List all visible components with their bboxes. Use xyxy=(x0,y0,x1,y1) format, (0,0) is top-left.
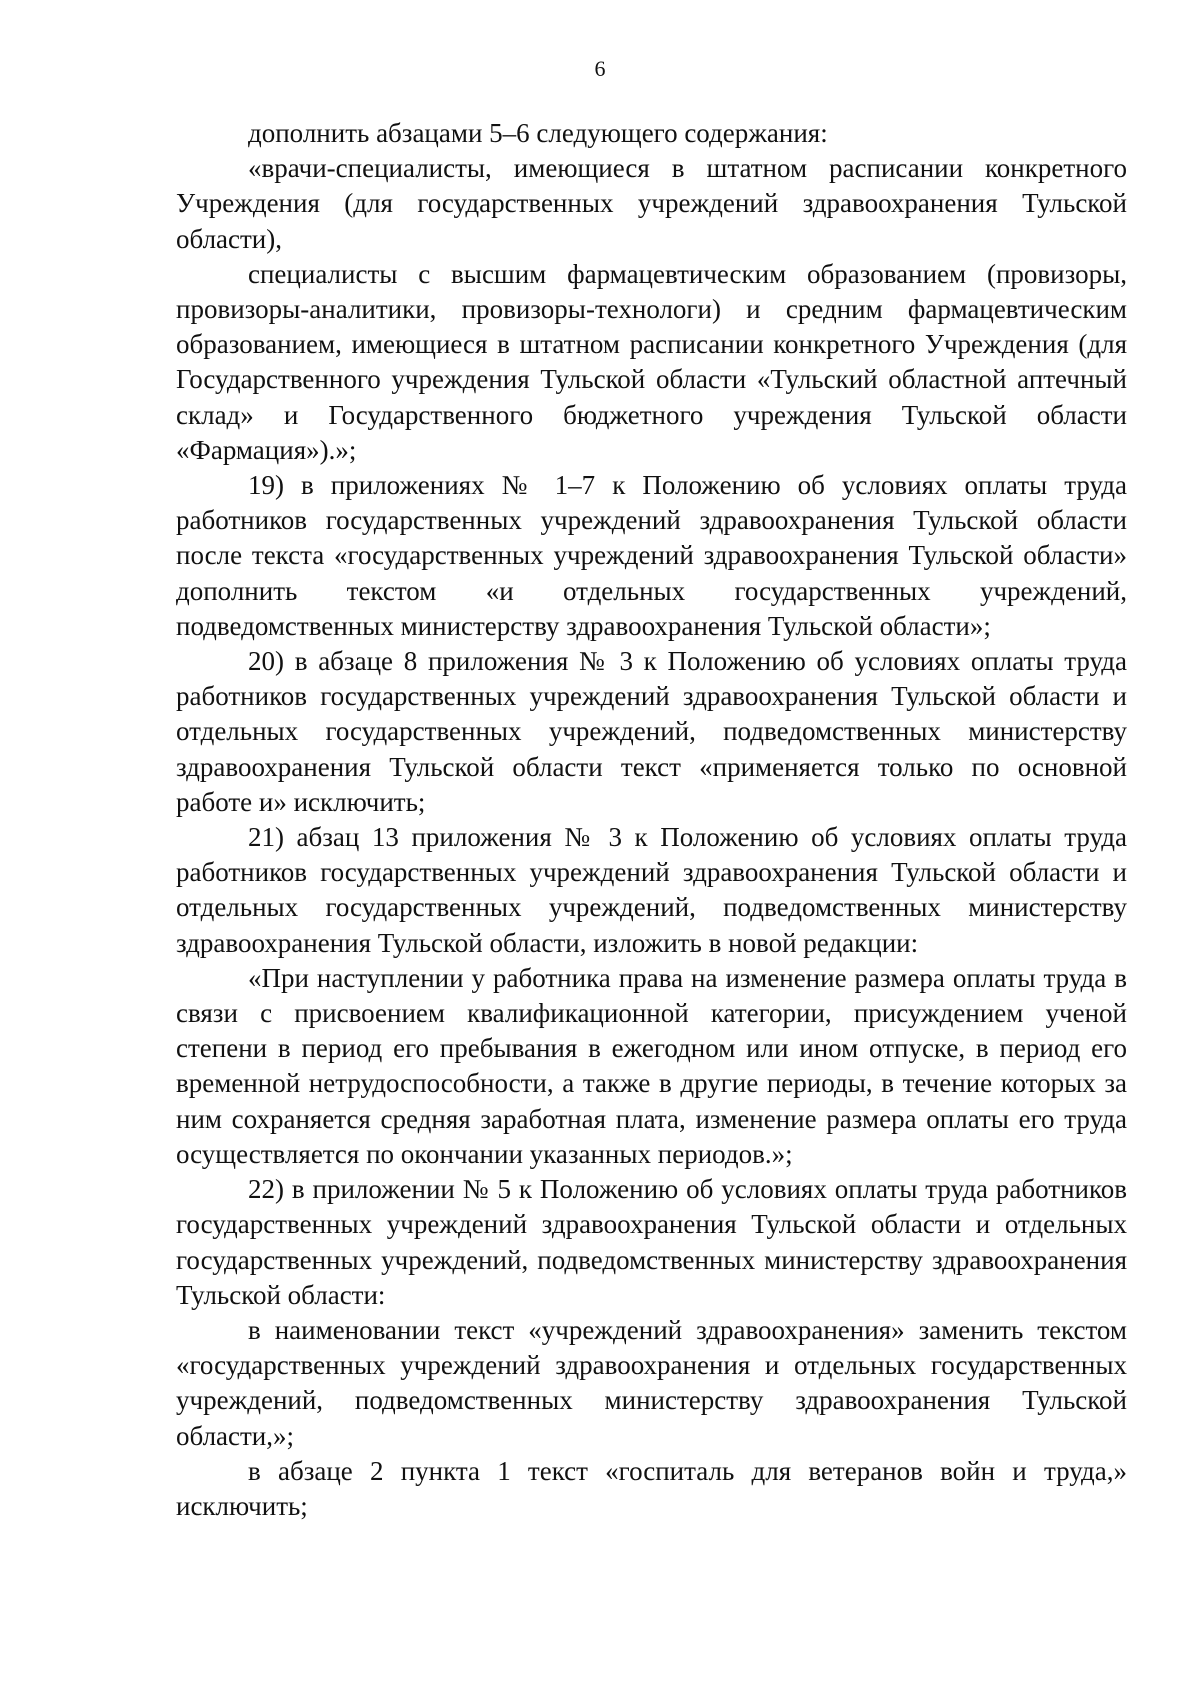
paragraph: дополнить абзацами 5–6 следующего содержания: xyxy=(248,118,828,148)
page-number: 6 xyxy=(594,56,606,81)
document-body xyxy=(176,116,1127,1524)
paragraph: 22) в приложении № 5 к Положению об условиях оплаты труда работников государственных учреждений здравоохранения Тульской области и отдельных государственных учреждений, подведомственных министерству здравоохранения Тульской области: xyxy=(176,1174,1127,1310)
paragraph: 20) в абзаце 8 приложения № 3 к Положению об условиях оплаты труда работников государственных учреждений здравоохранения Тульской области и отдельных государственных учреждений, подведомственных министерству здравоохранения Тульской области текст «применяется только по основной работе и» исключить; xyxy=(176,646,1127,817)
paragraph: в абзаце 2 пункта 1 текст «госпиталь для ветеранов войн и труда,» исключить; xyxy=(176,1455,1127,1521)
paragraph: «При наступлении у работника права на изменение размера оплаты труда в связи с присвоением квалификационной категории, присуждением ученой степени в период его пребывания в ежегодном или ином отпуске, в период его временной нетрудоспособности, а также в другие периоды, в течение которых за ним сохраняется средняя заработная плата, изменение размера оплаты его труда осуществляется по окончании указанных периодов.»; xyxy=(176,962,1127,1169)
paragraph: специалисты с высшим фармацевтическим образованием (провизоры, провизоры-аналитики, провизоры-технологи) и средним фармацевтическим образованием, имеющиеся в штатном расписании конкретного Учреждения (для Государственного учреждения Тульской области «Тульский областной аптечный склад» и Государственного бюджетного учреждения Тульской области «Фармация»).»; xyxy=(176,258,1127,465)
paragraph: 19) в приложениях № 1–7 к Положению об условиях оплаты труда работников государственных учреждений здравоохранения Тульской области после текста «государственных учреждений здравоохранения Тульской области» дополнить текстом «и отдельных государственных учреждений, подведомственных министерству здравоохранения Тульской области»; xyxy=(176,470,1127,641)
paragraph: в наименовании текст «учреждений здравоохранения» заменить текстом «государственных учреждений здравоохранения и отдельных государственных учреждений, подведомственных министерству здравоохранения Тульской области,»; xyxy=(176,1314,1127,1451)
paragraph: 21) абзац 13 приложения № 3 к Положению об условиях оплаты труда работников государственных учреждений здравоохранения Тульской области и отдельных государственных учреждений, подведомственных министерству здравоохранения Тульской области, изложить в новой редакции: xyxy=(176,822,1127,958)
paragraph: «врачи-специалисты, имеющиеся в штатном расписании конкретного Учреждения (для государственных учреждений здравоохранения Тульской области), xyxy=(176,153,1127,254)
